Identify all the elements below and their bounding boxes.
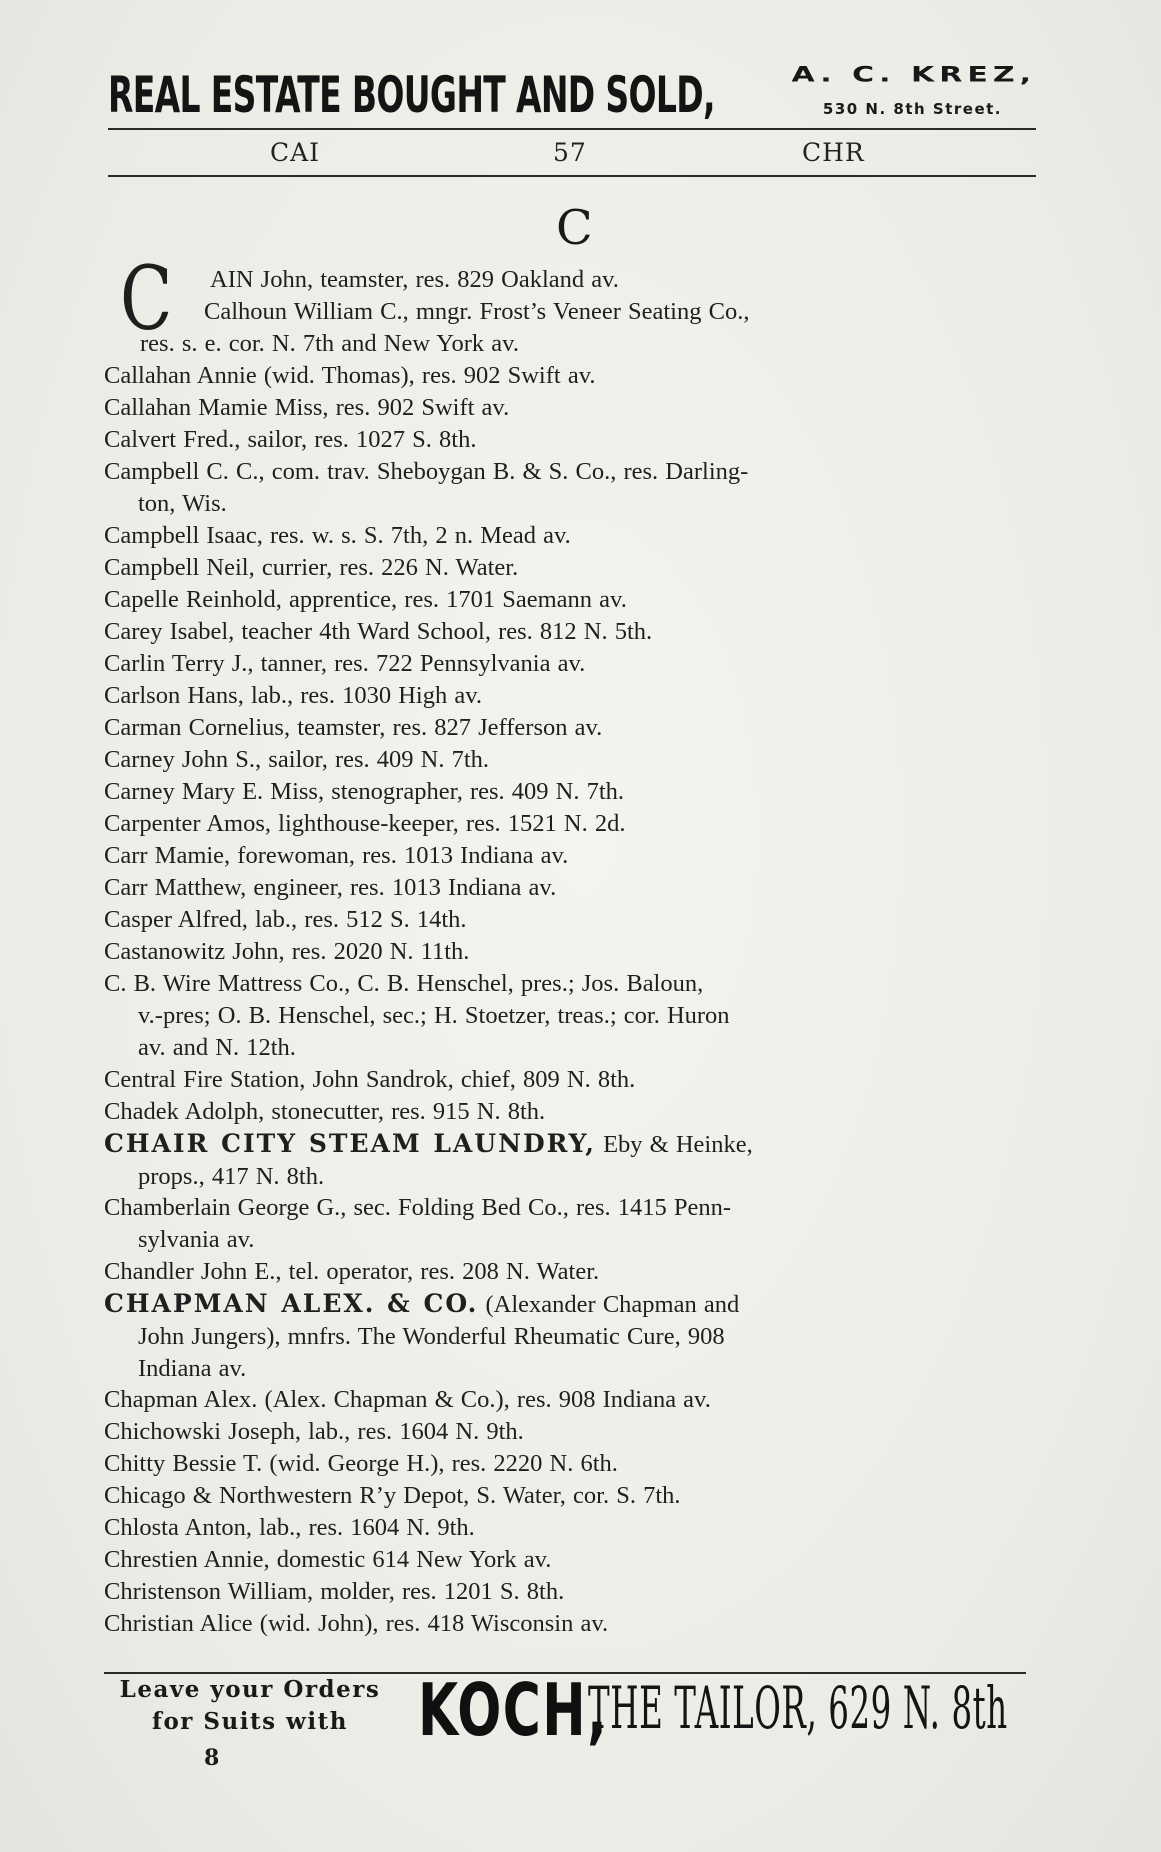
list-item [104,1288,1034,1385]
entry-text: Carr Matthew, engineer, res. 1013 Indiana av. [104,874,557,901]
list-item [104,968,1034,1064]
list-item [104,1192,1034,1256]
list-item [104,1512,1034,1544]
footer-ad-koch: KOCH, [418,1668,609,1752]
entry-text: AIN John, teamster, res. 829 Oakland av. [210,266,619,293]
entry-text: Chamberlain George G., sec. Folding Bed Co., res. 1415 Penn- [104,1194,732,1221]
entry-text: Chlosta Anton, lab., res. 1604 N. 9th. [104,1514,475,1541]
entry-text: Eby & Heinke, [595,1131,753,1158]
entry-text: Carlson Hans, lab., res. 1030 High av. [104,682,482,709]
ad-name: A. C. KREZ, [791,62,1036,88]
page-number: 57 [553,138,587,167]
entry-text: Central Fire Station, John Sandrok, chief, 809 N. 8th. [104,1066,636,1093]
entry-text: Campbell Neil, currier, res. 226 N. Water. [104,554,519,581]
entry-text: Chitty Bessie T. (wid. George H.), res. 2220 N. 6th. [104,1450,618,1477]
entry-text: Chichowski Joseph, lab., res. 1604 N. 9th. [104,1418,524,1445]
list-item [104,264,1034,296]
list-item [104,1448,1034,1480]
entry-text-cont: Indiana av. [138,1355,247,1382]
list-item [104,808,1034,840]
entry-text: Castanowitz John, res. 2020 N. 11th. [104,938,470,965]
entry-text: (Alexander Chapman and [478,1291,740,1318]
list-item [104,520,1034,552]
list-item [104,424,1034,456]
list-item [104,648,1034,680]
entry-business-name: CHAPMAN ALEX. & CO. [104,1289,479,1318]
entry-text: Chandler John E., tel. operator, res. 208 N. Water. [104,1258,600,1285]
entry-text: Carr Mamie, forewoman, res. 1013 Indiana av. [104,842,569,869]
running-head-left: CAI [270,138,321,167]
drop-cap: C [120,247,173,350]
list-item [104,1608,1034,1640]
entry-text-cont: res. s. e. cor. N. 7th and New York av. [140,330,519,357]
list-item [104,616,1034,648]
entry-text: Christenson William, molder, res. 1201 S. 8th. [104,1578,565,1605]
entry-text: Chadek Adolph, stonecutter, res. 915 N. 8th. [104,1098,546,1125]
entry-text: C. B. Wire Mattress Co., C. B. Henschel, pres.; Jos. Baloun, [104,970,704,997]
entry-business-name: CHAIR CITY STEAM LAUNDRY, [104,1129,596,1158]
list-item [104,360,1034,392]
running-head-right: CHR [802,138,865,167]
list-item [104,840,1034,872]
list-item [104,936,1034,968]
header-advertisement [108,62,1036,124]
header-rule-bottom [108,175,1036,177]
list-item [104,1256,1034,1288]
entry-text-cont: sylvania av. [138,1226,255,1253]
ad-headline: REAL ESTATE BOUGHT AND SOLD, [108,66,715,124]
footer-ad-line-1: Leave your Orders [119,1676,381,1703]
entry-text: Carpenter Amos, lighthouse-keeper, res. 1521 N. 2d. [104,810,626,837]
entry-text-cont: ton, Wis. [138,490,227,517]
entry-text: Calvert Fred., sailor, res. 1027 S. 8th. [104,426,477,453]
list-item [104,904,1034,936]
list-item [104,296,1034,360]
list-item [104,680,1034,712]
list-item [104,1576,1034,1608]
signature-mark: 8 [204,1745,220,1771]
ad-address: 530 N. 8th Street. [822,100,1002,118]
entry-text: Chrestien Annie, domestic 614 New York av. [104,1546,552,1573]
footer-ad-tailor: THE TAILOR, 629 N. 8th [588,1674,1008,1742]
list-item [104,392,1034,424]
list-item [104,584,1034,616]
entry-text: Capelle Reinhold, apprentice, res. 1701 Saemann av. [104,586,627,613]
entry-text: Carney John S., sailor, res. 409 N. 7th. [104,746,490,773]
entry-text: Campbell C. C., com. trav. Sheboygan B. & S. Co., res. Darling- [104,458,749,485]
entry-text: Casper Alfred, lab., res. 512 S. 14th. [104,906,467,933]
list-item [104,552,1034,584]
list-item [104,1384,1034,1416]
section-letter: C [556,200,593,256]
entry-text: Carman Cornelius, teamster, res. 827 Jefferson av. [104,714,603,741]
list-item [104,776,1034,808]
entry-text: Callahan Mamie Miss, res. 902 Swift av. [104,394,510,421]
entry-text-cont: v.-pres; O. B. Henschel, sec.; H. Stoetzer, treas.; cor. Huron [138,1002,730,1029]
list-item [104,1480,1034,1512]
entry-text: Carlin Terry J., tanner, res. 722 Pennsylvania av. [104,650,586,677]
entry-text: Chapman Alex. (Alex. Chapman & Co.), res. 908 Indiana av. [104,1386,711,1413]
list-item [104,744,1034,776]
entry-text: Christian Alice (wid. John), res. 418 Wisconsin av. [104,1610,609,1637]
entry-text-cont: John Jungers), mnfrs. The Wonderful Rheumatic Cure, 908 [138,1323,725,1350]
entry-text: Campbell Isaac, res. w. s. S. 7th, 2 n. Mead av. [104,522,571,549]
footer-ad-text [100,1674,400,1738]
list-item [104,1096,1034,1128]
entry-text: Chicago & Northwestern R’y Depot, S. Water, cor. S. 7th. [104,1482,681,1509]
footer-advertisement [100,1668,1040,1778]
entry-text-cont: props., 417 N. 8th. [138,1163,325,1190]
entry-text: Callahan Annie (wid. Thomas), res. 902 Swift av. [104,362,596,389]
list-item [104,872,1034,904]
list-item [104,1544,1034,1576]
header-rule-top [108,128,1036,130]
list-item [104,1128,1034,1193]
list-item [104,456,1034,520]
list-item [104,712,1034,744]
entry-text: Carney Mary E. Miss, stenographer, res. 409 N. 7th. [104,778,625,805]
entry-text-cont: av. and N. 12th. [138,1034,296,1061]
footer-ad-line-2: for Suits with [152,1708,348,1735]
entry-text: Calhoun William C., mngr. Frost’s Veneer Seating Co., [204,298,750,325]
entry-text: Carey Isabel, teacher 4th Ward School, res. 812 N. 5th. [104,618,653,645]
list-item [104,1064,1034,1096]
list-item [104,1416,1034,1448]
